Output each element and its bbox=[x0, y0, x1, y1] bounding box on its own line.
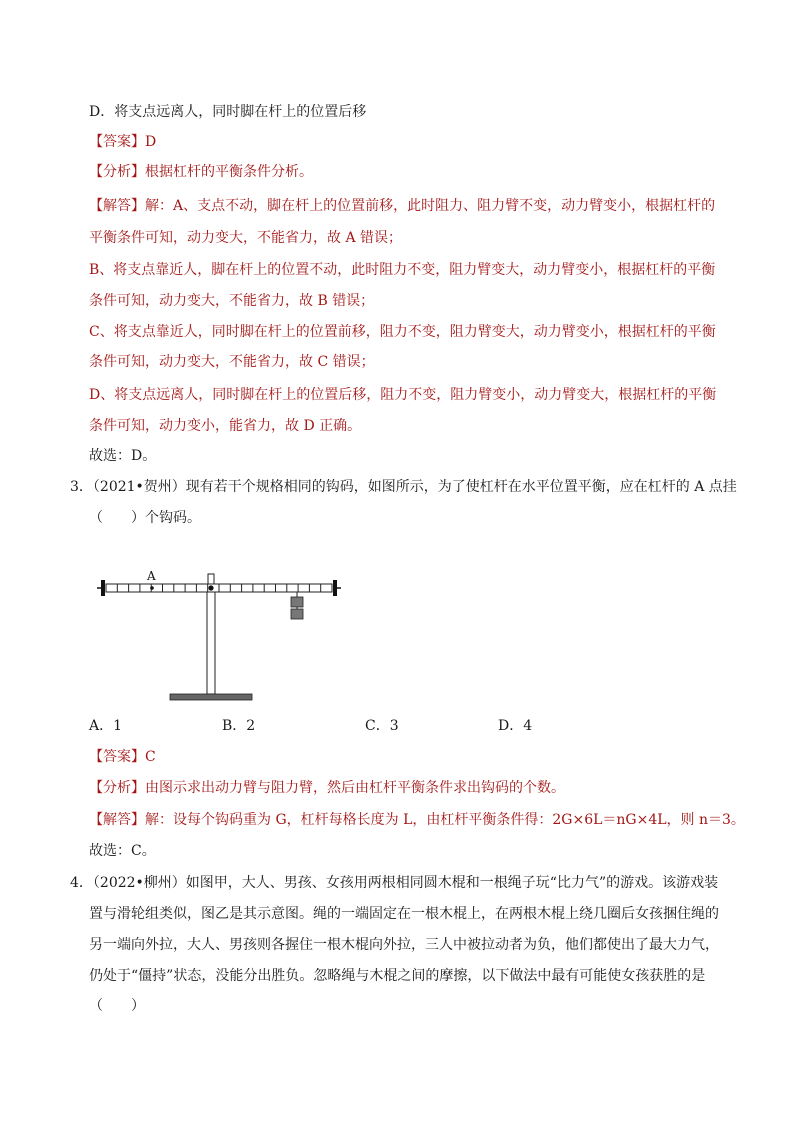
conclusion: 故选：C。 bbox=[89, 843, 156, 859]
analysis-text: 根据杠杆的平衡条件分析。 bbox=[145, 164, 313, 180]
fulcrum-pin bbox=[208, 574, 214, 591]
answer-value: D bbox=[145, 134, 157, 150]
question-4-stem-cont: 置与滑轮组类似，图乙是其示意图。绳的一端固定在一根木棍上，在两根木棍上绕几圈后女孩捆住绳的 bbox=[89, 906, 719, 922]
hook-weight bbox=[291, 609, 303, 619]
solution-line: 条件可知，动力变小，能省力，故 D 正确。 bbox=[89, 418, 362, 434]
option-d: D．将支点远离人，同时脚在杆上的位置后移 bbox=[89, 104, 367, 120]
question-4-stem-cont: （ ） bbox=[89, 998, 145, 1014]
analysis-tag: 【分析】 bbox=[89, 780, 145, 796]
solution-formula: 2G×6L＝nG×4L，则 n＝3。 bbox=[552, 812, 745, 828]
solution-line: C、将支点靠近人，同时脚在杆上的位置前移，阻力不变，阻力臂变大，动力臂变小，根据杠杆的平衡 bbox=[89, 324, 716, 340]
option-a: A．1 bbox=[89, 718, 123, 734]
solution-line bbox=[89, 810, 745, 830]
solution-text: 解：A、支点不动，脚在杆上的位置前移，此时阻力、阻力臂不变，动力臂变小，根据杠杆的 bbox=[145, 198, 716, 214]
hook-weight bbox=[291, 597, 303, 607]
question-4-stem-cont: 仍处于“僵持”状态，没能分出胜负。忽略绳与木棍之间的摩擦，以下做法中最有可能使女孩获胜的是 bbox=[89, 968, 706, 984]
option-b: B．2 bbox=[222, 718, 256, 734]
point-a-label: A bbox=[147, 569, 156, 583]
solution-line: 条件可知，动力变大，不能省力，故 B 错误； bbox=[89, 293, 375, 309]
solution-tag: 【解答】 bbox=[89, 198, 145, 214]
analysis-tag: 【分析】 bbox=[89, 164, 145, 180]
lever-bar bbox=[97, 580, 341, 596]
stand bbox=[170, 592, 252, 700]
option-d: D．4 bbox=[498, 718, 533, 734]
solution-line: D、将支点远离人，同时脚在杆上的位置后移，阻力不变，阻力臂变小，动力臂变大，根据杠杆的平衡 bbox=[89, 387, 717, 403]
answer-value: C bbox=[145, 749, 156, 765]
analysis-text: 由图示求出动力臂与阻力臂，然后由杠杆平衡条件求出钩码的个数。 bbox=[145, 780, 565, 796]
point-a-marker bbox=[150, 586, 154, 590]
analysis-row bbox=[89, 162, 313, 182]
lever-diagram bbox=[94, 566, 344, 704]
solution-line: B、将支点靠近人，脚在杆上的位置不动，此时阻力不变，阻力臂变大，动力臂变小，根据杠杆的平衡 bbox=[89, 262, 716, 278]
hanging-weights bbox=[291, 592, 303, 619]
solution-line bbox=[89, 196, 715, 216]
answer-row bbox=[89, 747, 156, 767]
question-4-stem-cont: 另一端向外拉，大人、男孩则各握住一根木棍向外拉，三人中被拉动者为负，他们都使出了最大力气， bbox=[89, 937, 719, 953]
answer-tag: 【答案】 bbox=[89, 134, 145, 150]
solution-text: 解：设每个钩码重为 G，杠杆每格长度为 L，由杠杆平衡条件得： bbox=[145, 812, 553, 828]
solution-tag: 【解答】 bbox=[89, 812, 145, 828]
question-3-stem-cont: （ ）个钩码。 bbox=[89, 510, 201, 526]
solution-line: 条件可知，动力变大，不能省力，故 C 错误； bbox=[89, 354, 375, 370]
question-4-stem: 4．（2022•柳州）如图甲，大人、男孩、女孩用两根相同圆木棍和一根绳子玩“比力气”的游戏。该游戏装 bbox=[70, 875, 719, 891]
question-3-stem: 3．（2021•贺州）现有若干个规格相同的钩码，如图所示，为了使杠杆在水平位置平衡，应在杠杆的 A 点挂 bbox=[70, 479, 737, 495]
conclusion: 故选：D。 bbox=[89, 448, 157, 464]
analysis-row bbox=[89, 778, 565, 798]
option-c: C．3 bbox=[365, 718, 399, 734]
solution-line: 平衡条件可知，动力变大，不能省力，故 A 错误； bbox=[89, 230, 403, 246]
answer-tag: 【答案】 bbox=[89, 749, 145, 765]
answer-row bbox=[89, 132, 156, 152]
